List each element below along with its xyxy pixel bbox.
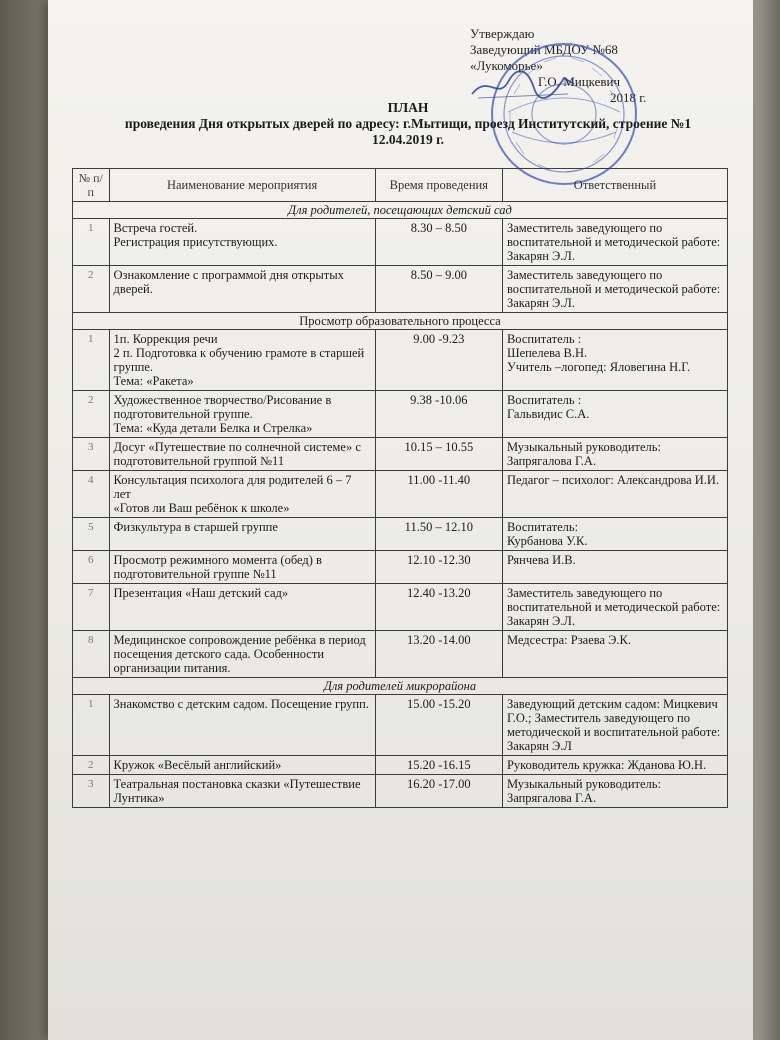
approval-line-4: Г.О. Мицкевич: [538, 74, 621, 89]
row-number: 4: [73, 471, 110, 518]
table-header-row: [73, 169, 728, 202]
event-time: 13.20 -14.00: [375, 631, 502, 678]
event-name: Просмотр режимного момента (обед) в подготовительной группе №11: [109, 551, 375, 584]
responsible-person: Заведующий детским садом: Мицкевич Г.О.; Заместитель заведующего по методической и воспитательной работе: Закарян Э.Л: [502, 695, 727, 756]
section-row: [73, 313, 728, 330]
table-row: [73, 391, 728, 438]
row-number: 8: [73, 631, 110, 678]
schedule-body: [73, 202, 728, 808]
table-row: [73, 471, 728, 518]
section-title: Для родителей микрорайона: [73, 678, 728, 695]
responsible-person: Рянчева И.В.: [502, 551, 727, 584]
title-plan: ПЛАН: [387, 100, 429, 115]
event-name: Художественное творчество/Рисование в подготовительной группе. Тема: «Куда детали Белка и Стрелка»: [109, 391, 375, 438]
event-time: 10.15 – 10.55: [375, 438, 502, 471]
section-row: [73, 202, 728, 219]
responsible-person: Медсестра: Рзаева Э.К.: [502, 631, 727, 678]
section-row: [73, 678, 728, 695]
table-row: [73, 438, 728, 471]
event-name: Встреча гостей. Регистрация присутствующих.: [109, 219, 375, 266]
table-row: [73, 219, 728, 266]
table-row: [73, 266, 728, 313]
event-name: Физкультура в старшей группе: [109, 518, 375, 551]
title-date: 12.04.2019 г.: [371, 132, 445, 147]
row-number: 2: [73, 391, 110, 438]
header-num: № п/п: [73, 169, 110, 202]
table-row: [73, 695, 728, 756]
row-number: 5: [73, 518, 110, 551]
row-number: 2: [73, 266, 110, 313]
table-row: [73, 330, 728, 391]
approval-line-3: «Лукоморье»: [470, 58, 543, 73]
row-number: 1: [73, 330, 110, 391]
responsible-person: Заместитель заведующего по воспитательной и методической работе: Закарян Э.Л.: [502, 219, 727, 266]
event-time: 15.20 -16.15: [375, 756, 502, 775]
event-name: Знакомство с детским садом. Посещение групп.: [109, 695, 375, 756]
table-row: [73, 518, 728, 551]
event-name: Ознакомление с программой дня открытых дверей.: [109, 266, 375, 313]
event-name: Консультация психолога для родителей 6 – 7 лет «Готов ли Ваш ребёнок к школе»: [109, 471, 375, 518]
responsible-person: Руководитель кружка: Жданова Ю.Н.: [502, 756, 727, 775]
row-number: 1: [73, 219, 110, 266]
event-time: 8.50 – 9.00: [375, 266, 502, 313]
event-time: 15.00 -15.20: [375, 695, 502, 756]
approval-line-5: 2018 г.: [610, 90, 647, 105]
document-page: [48, 0, 753, 1040]
responsible-person: Заместитель заведующего по воспитательной и методической работе: Закарян Э.Л.: [502, 584, 727, 631]
row-number: 3: [73, 438, 110, 471]
event-time: 12.40 -13.20: [375, 584, 502, 631]
section-title: Просмотр образовательного процесса: [73, 313, 728, 330]
responsible-person: Воспитатель : Гальвидис С.А.: [502, 391, 727, 438]
event-time: 9.38 -10.06: [375, 391, 502, 438]
event-name: Досуг «Путешествие по солнечной системе» с подготовительной группой №11: [109, 438, 375, 471]
event-time: 16.20 -17.00: [375, 775, 502, 808]
responsible-person: Музыкальный руководитель: Запрягалова Г.А.: [502, 438, 727, 471]
table-row: [73, 584, 728, 631]
section-title: Для родителей, посещающих детский сад: [73, 202, 728, 219]
responsible-person: Воспитатель: Курбанова У.К.: [502, 518, 727, 551]
header-time: Время проведения: [375, 169, 502, 202]
event-time: 12.10 -12.30: [375, 551, 502, 584]
event-time: 11.50 – 12.10: [375, 518, 502, 551]
row-number: 2: [73, 756, 110, 775]
responsible-person: Заместитель заведующего по воспитательной и методической работе: Закарян Э.Л.: [502, 266, 727, 313]
document-title: [108, 100, 708, 148]
event-time: 9.00 -9.23: [375, 330, 502, 391]
table-row: [73, 631, 728, 678]
event-name: Театральная постановка сказки «Путешествие Лунтика»: [109, 775, 375, 808]
title-subject: проведения Дня открытых дверей по адресу: г.Мытищи, проезд Институтский, строение №1: [124, 116, 692, 131]
signature: [468, 64, 578, 104]
responsible-person: Педагог – психолог: Александрова И.И.: [502, 471, 727, 518]
event-name: Кружок «Весёлый английский»: [109, 756, 375, 775]
responsible-person: Воспитатель : Шепелева В.Н. Учитель –логопед: Яловегина Н.Г.: [502, 330, 727, 391]
responsible-person: Музыкальный руководитель: Запрягалова Г.А.: [502, 775, 727, 808]
header-name: Наименование мероприятия: [109, 169, 375, 202]
row-number: 6: [73, 551, 110, 584]
schedule-table: [72, 168, 728, 808]
event-name: 1п. Коррекция речи 2 п. Подготовка к обучению грамоте в старшей группе. Тема: «Ракета»: [109, 330, 375, 391]
approval-line-1: Утверждаю: [470, 26, 535, 41]
row-number: 7: [73, 584, 110, 631]
row-number: 3: [73, 775, 110, 808]
table-row: [73, 551, 728, 584]
header-responsible: Ответственный: [502, 169, 727, 202]
event-name: Презентация «Наш детский сад»: [109, 584, 375, 631]
table-row: [73, 775, 728, 808]
event-name: Медицинское сопровождение ребёнка в период посещения детского сада. Особенности организации питания.: [109, 631, 375, 678]
event-time: 11.00 -11.40: [375, 471, 502, 518]
row-number: 1: [73, 695, 110, 756]
approval-line-2: Заведующий МБДОУ №68: [470, 42, 618, 57]
table-row: [73, 756, 728, 775]
event-time: 8.30 – 8.50: [375, 219, 502, 266]
